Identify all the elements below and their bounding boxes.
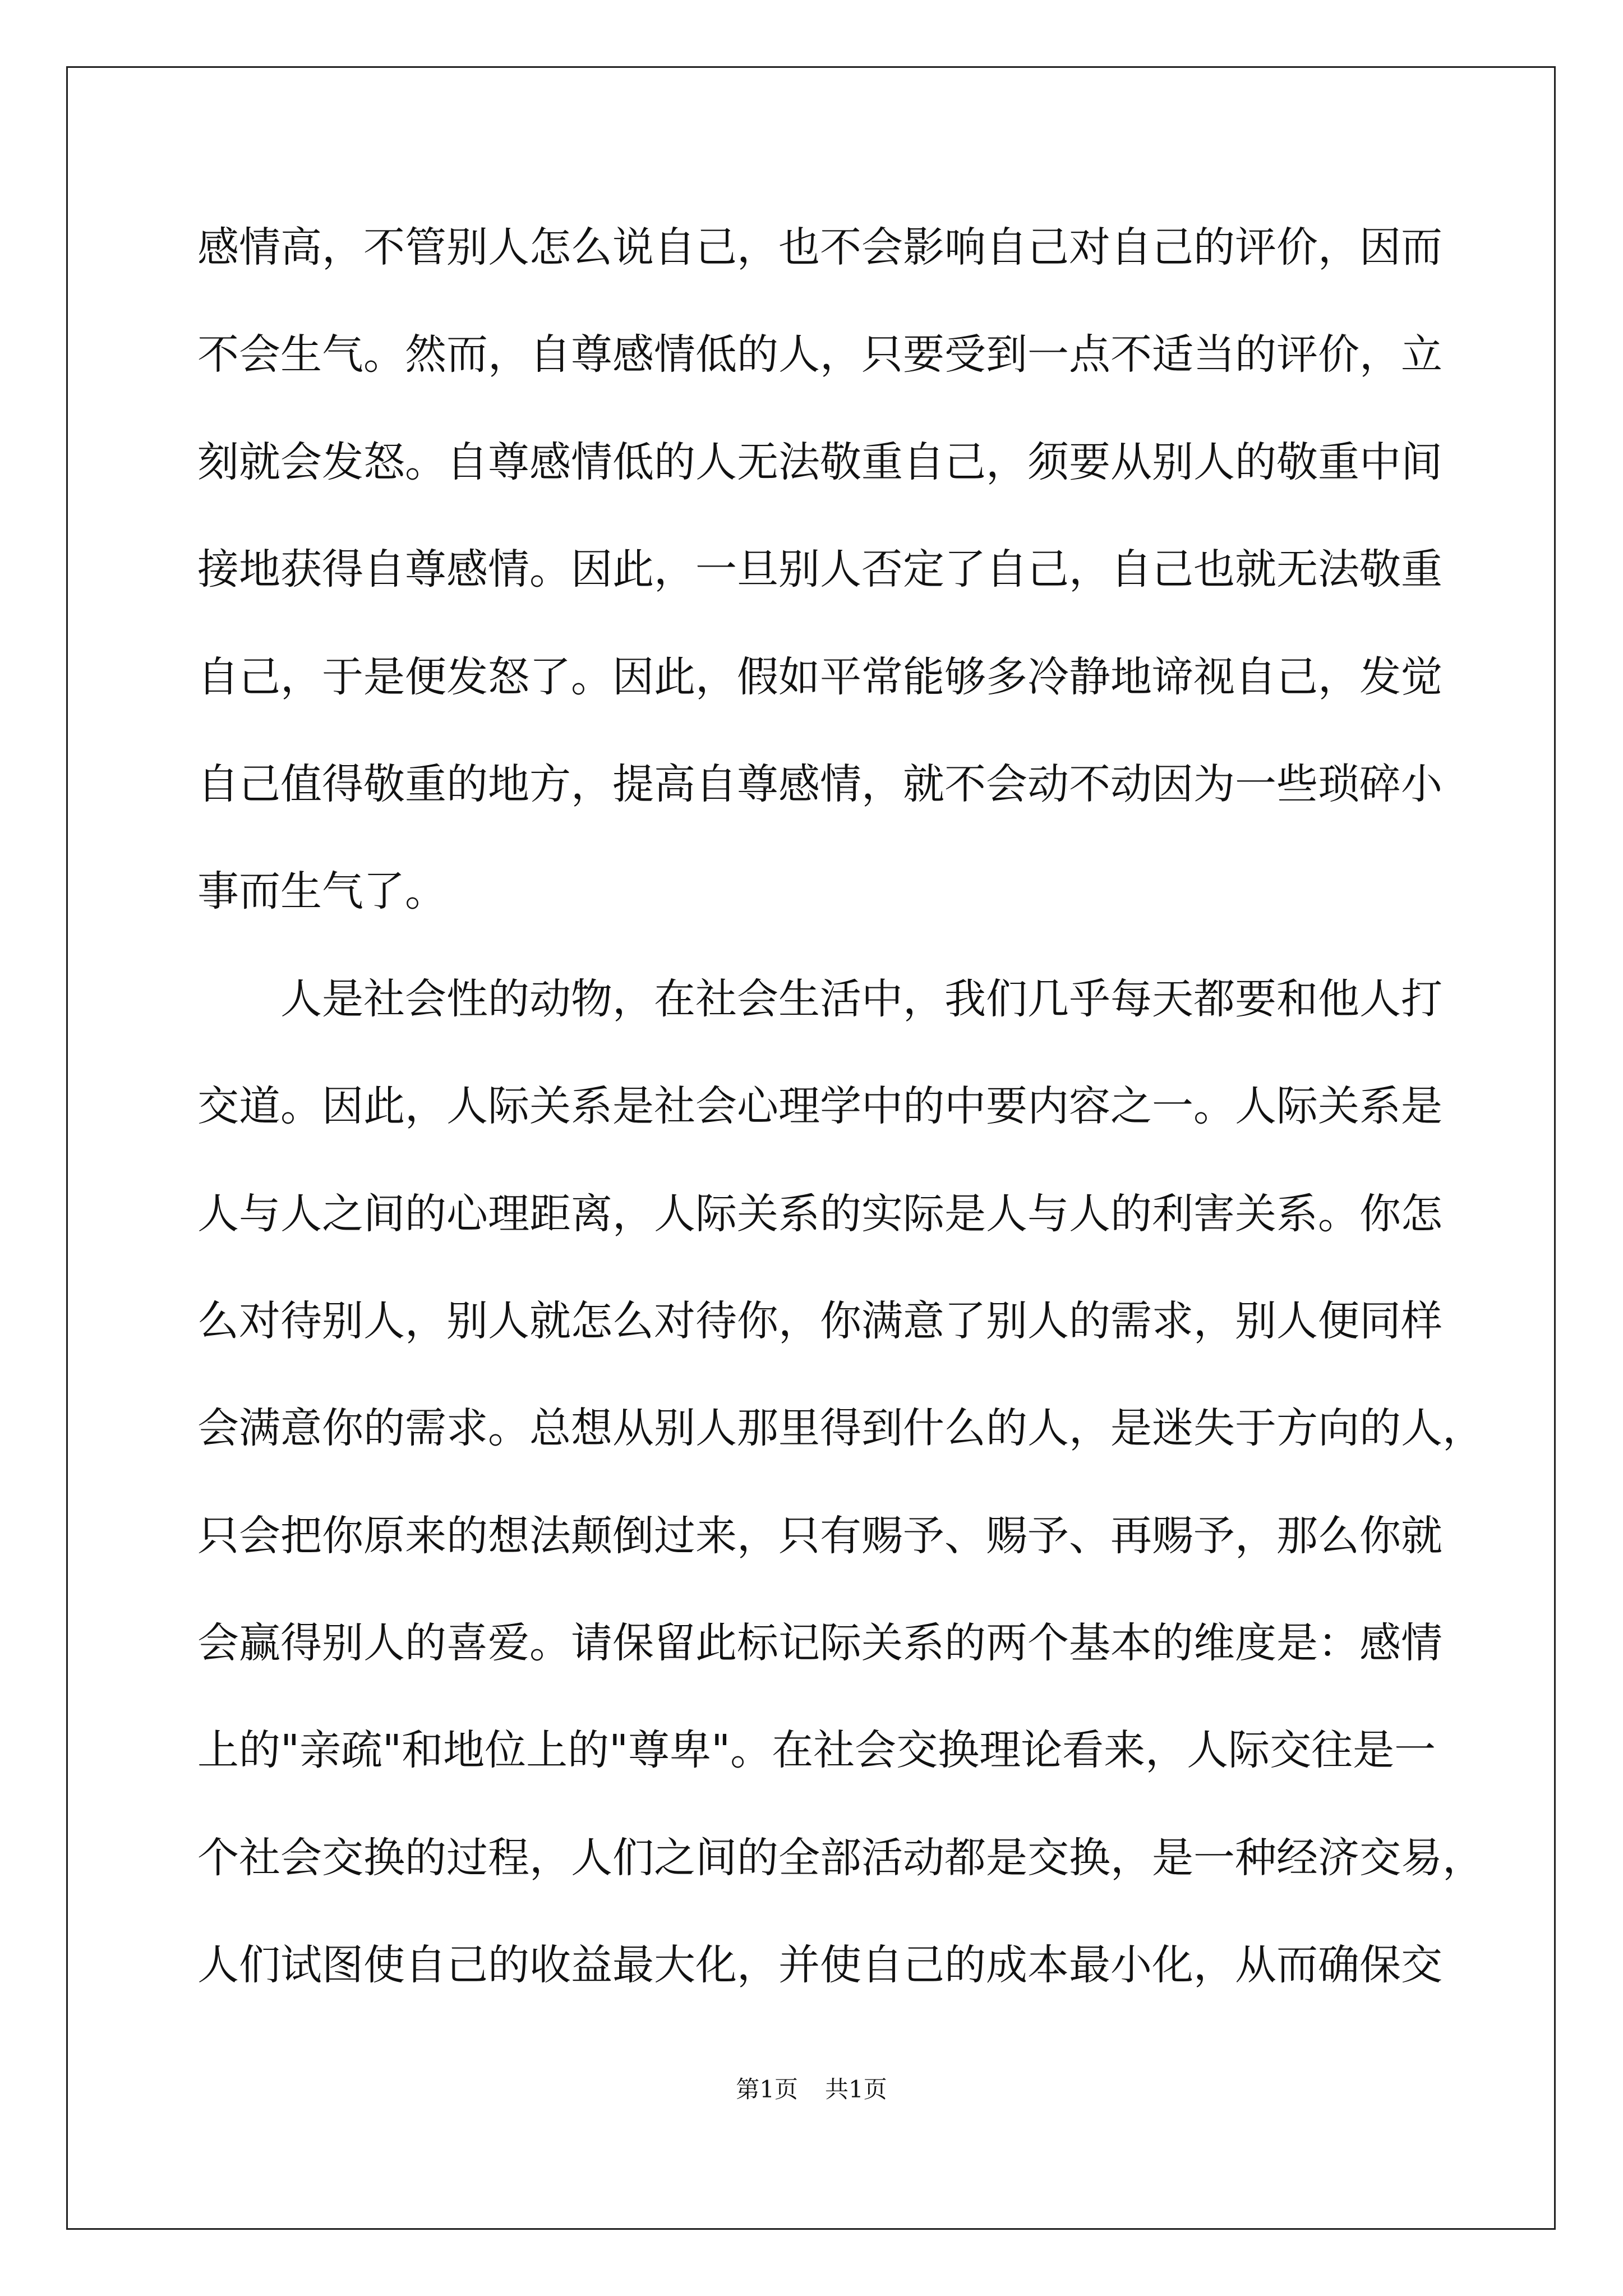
text-line: 人们试图使自己的收益最大化，并使自己的成本最小化，从而确保交	[197, 1941, 1442, 1990]
text-line: 人是社会性的动物，在社会生活中，我们几乎每天都要和他人打	[280, 974, 1442, 1023]
page-footer	[0, 2071, 1623, 2105]
text-line: 会满意你的需求。总想从别人那里得到什么的人，是迷失于方向的人，	[197, 1404, 1484, 1453]
paragraph	[197, 194, 1442, 946]
text-line: 人与人之间的心理距离，人际关系的实际是人与人的利害关系。你怎	[197, 1189, 1442, 1238]
text-line: 会赢得别人的喜爱。请保留此标记际关系的两个基本的维度是：感情	[197, 1619, 1442, 1668]
text-line: 接地获得自尊感情。因此，一旦别人否定了自己，自己也就无法敬重	[197, 545, 1442, 594]
text-line: 自己值得敬重的地方，提高自尊感情，就不会动不动因为一些琐碎小	[197, 760, 1442, 808]
page-number: 第1页	[736, 2076, 798, 2103]
text-line: 只会把你原来的想法颠倒过来，只有赐予、赐予、再赐予，那么你就	[197, 1511, 1442, 1560]
text-line: 交道。因此，人际关系是社会心理学中的中要内容之一。人际关系是	[197, 1082, 1442, 1131]
page-total: 共1页	[825, 2076, 887, 2103]
text-line: 不会生气。然而，自尊感情低的人，只要受到一点不适当的评价，立	[197, 330, 1442, 379]
text-line: 上的"亲疏"和地位上的"尊卑"。在社会交换理论看来，人际交往是一	[197, 1726, 1436, 1775]
text-line: 自己，于是便发怒了。因此，假如平常能够多冷静地谛视自己，发觉	[197, 652, 1442, 701]
text-line: 个社会交换的过程，人们之间的全部活动都是交换，是一种经济交易，	[197, 1833, 1484, 1882]
document-body	[197, 194, 1484, 2127]
text-line: 感情高，不管别人怎么说自己，也不会影响自己对自己的评价，因而	[197, 223, 1442, 272]
text-line: 事而生气了。	[197, 867, 446, 916]
text-line: 么对待别人，别人就怎么对待你，你满意了别人的需求，别人便同样	[197, 1296, 1442, 1345]
text-line: 刻就会发怒。自尊感情低的人无法敬重自己，须要从别人的敬重中间	[197, 438, 1442, 486]
paragraph	[197, 946, 1484, 2127]
